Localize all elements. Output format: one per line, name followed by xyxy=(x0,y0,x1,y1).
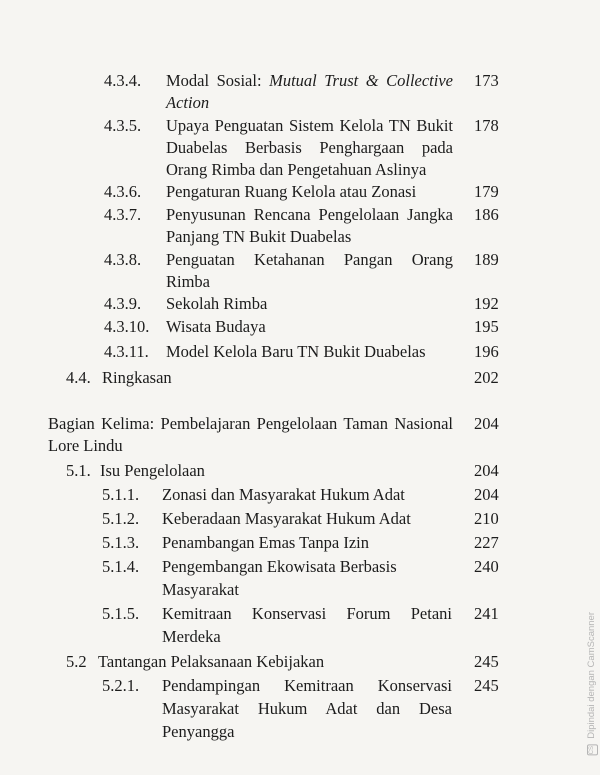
entry-title-line: Pengembangan Ekowisata Berbasis xyxy=(162,557,397,576)
entry-title-line: Rimba xyxy=(166,272,210,291)
scanner-watermark xyxy=(586,612,598,755)
entry-number: 4.3.5. xyxy=(104,116,142,135)
entry-page: 210 xyxy=(474,509,499,528)
entry-page: 204 xyxy=(474,461,499,480)
entry-title-line: Penyusunan Rencana Pengelolaan Jangka xyxy=(166,205,453,224)
entry-page: 245 xyxy=(474,676,499,695)
entry-title-line: Upaya Penguatan Sistem Kelola TN Bukit xyxy=(166,116,453,135)
part-title-line: Lore Lindu xyxy=(48,436,123,455)
entry-number: 4.3.10. xyxy=(104,317,150,336)
entry-title-line: Sekolah Rimba xyxy=(166,294,268,313)
entry-title-line: Penambangan Emas Tanpa Izin xyxy=(162,533,370,552)
entry-page: 195 xyxy=(474,317,499,336)
entry-title-line: Masyarakat xyxy=(162,580,239,599)
entry-page: 173 xyxy=(474,71,499,90)
entry-number: 5.1.4. xyxy=(102,557,140,576)
entry-number: 5.1.1. xyxy=(102,485,140,504)
entry-number: 4.3.9. xyxy=(104,294,142,313)
entry-page: 245 xyxy=(474,652,499,671)
entry-number: 4.3.8. xyxy=(104,250,142,269)
entry-title-line: Model Kelola Baru TN Bukit Duabelas xyxy=(166,342,426,361)
entry-page: 196 xyxy=(474,342,499,361)
entry-title-line: Tantangan Pelaksanaan Kebijakan xyxy=(98,652,325,671)
entry-page: 179 xyxy=(474,182,499,201)
part-title-line: Bagian Kelima: Pembelajaran Pengelolaan Taman Nasional xyxy=(48,414,453,433)
entry-title-line: Zonasi dan Masyarakat Hukum Adat xyxy=(162,485,405,504)
entry-title-line: Masyarakat Hukum Adat dan Desa xyxy=(162,699,452,718)
entry-page: 192 xyxy=(474,294,499,313)
entry-title-line: Modal Sosial: Mutual Trust & Collective xyxy=(166,71,453,90)
entry-number: 4.3.7. xyxy=(104,205,142,224)
entry-number: 5.1.2. xyxy=(102,509,140,528)
entry-page: 227 xyxy=(474,533,499,552)
entry-page: 240 xyxy=(474,557,499,576)
entry-number: 5.1.3. xyxy=(102,533,140,552)
entry-title-line: Penyangga xyxy=(162,722,235,741)
entry-title-line: Pengaturan Ruang Kelola atau Zonasi xyxy=(166,182,417,201)
entry-title-line: Pendampingan Kemitraan Konservasi xyxy=(162,676,452,695)
entry-page: 204 xyxy=(474,485,499,504)
entry-number: 5.2 xyxy=(66,652,87,671)
entry-number: 4.3.6. xyxy=(104,182,142,201)
entry-page: 204 xyxy=(474,414,499,433)
entry-page: 189 xyxy=(474,250,499,269)
entry-title-line: Panjang TN Bukit Duabelas xyxy=(166,227,352,246)
entry-title-line: Keberadaan Masyarakat Hukum Adat xyxy=(162,509,411,528)
entry-page: 241 xyxy=(474,604,499,623)
entry-page: 178 xyxy=(474,116,499,135)
entry-title-line: Wisata Budaya xyxy=(166,317,266,336)
entry-title-line: Orang Rimba dan Pengetahuan Aslinya xyxy=(166,160,427,179)
entry-number: 4.4. xyxy=(66,368,91,387)
entry-number: 4.3.11. xyxy=(104,342,149,361)
entry-title-line: Action xyxy=(166,93,210,112)
entry-title-line: Kemitraan Konservasi Forum Petani xyxy=(162,604,452,623)
entry-title-line: Merdeka xyxy=(162,627,221,646)
watermark-text: Dipindai dengan CamScanner xyxy=(586,612,597,739)
entry-title-line: Ringkasan xyxy=(102,368,172,387)
entry-number: 4.3.4. xyxy=(104,71,142,90)
entry-page: 186 xyxy=(474,205,499,224)
entry-title-line: Penguatan Ketahanan Pangan Orang xyxy=(166,250,453,269)
entry-number: 5.1. xyxy=(66,461,91,480)
entry-number: 5.2.1. xyxy=(102,676,140,695)
entry-title-line: Duabelas Berbasis Penghargaan pada xyxy=(166,138,453,157)
entry-page: 202 xyxy=(474,368,499,387)
entry-title-line: Isu Pengelolaan xyxy=(100,461,205,480)
entry-number: 5.1.5. xyxy=(102,604,140,623)
camscanner-icon: CS xyxy=(587,744,598,755)
